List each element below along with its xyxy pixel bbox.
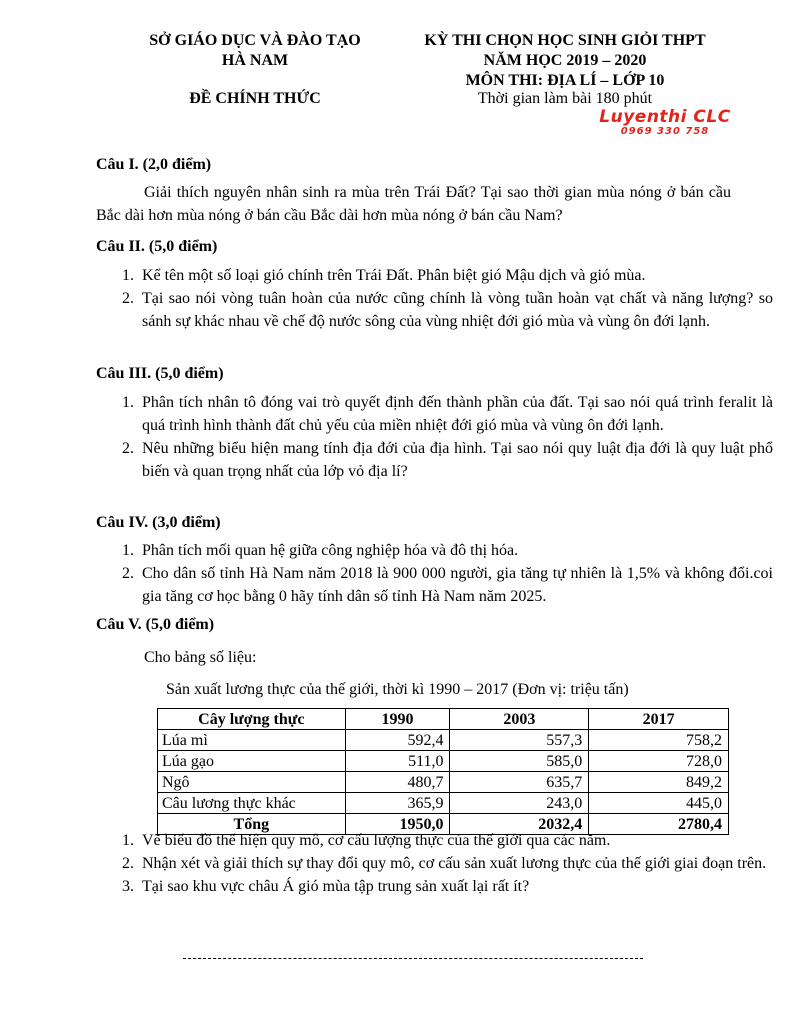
- value-2017: 849,2: [589, 772, 729, 793]
- question-1-text: Giải thích nguyên nhân sinh ra mùa trên Trái Đất? Tại sao thời gian mùa nóng ở bán cầu Bắc dài hơn mùa nóng ở bán cầu Bắc dài hơn mùa nóng ở bán cầu Nam?: [96, 184, 731, 224]
- header-crop: Cây lượng thực: [158, 709, 346, 730]
- crop-name: Lúa gạo: [158, 751, 346, 772]
- school-year: NĂM HỌC 2019 – 2020: [483, 52, 647, 69]
- value-1990: 365,9: [345, 793, 450, 814]
- time-limit: Thời gian làm bài 180 phút: [477, 90, 653, 107]
- question-3-list: [96, 391, 773, 483]
- table-row: [158, 793, 729, 814]
- end-separator: [183, 958, 643, 959]
- table-row: [158, 730, 729, 751]
- value-1990: 511,0: [345, 751, 450, 772]
- value-2017: 758,2: [589, 730, 729, 751]
- question-5-title: Câu V. (5,0 điểm): [96, 616, 215, 633]
- header-issuer: [110, 31, 400, 71]
- question-5-intro: Cho bảng số liệu:: [144, 649, 257, 666]
- issuer-province: HÀ NAM: [221, 52, 289, 69]
- question-5-list: [96, 829, 773, 898]
- watermark-logo: [590, 108, 740, 138]
- crop-name: Câu lương thực khác: [158, 793, 346, 814]
- question-2-list: [96, 264, 773, 333]
- question-4-list: [96, 539, 773, 608]
- value-2017: 445,0: [589, 793, 729, 814]
- watermark-phone: 0969 330 758: [620, 126, 710, 137]
- question-2-item-2: 2. Tại sao nói vòng tuân hoàn của nước cũng chính là vòng tuần hoàn vạt chất và năng lượng? so sánh sự khác nhau về chế độ nước sông của vùng nhiệt đới gió mùa và vùng ôn đới lạnh.: [138, 287, 773, 333]
- value-2003: 635,7: [450, 772, 589, 793]
- table-caption: Sản xuất lương thực của thế giới, thời kì 1990 – 2017 (Đơn vị: triệu tấn): [166, 681, 629, 698]
- value-1990: 592,4: [345, 730, 450, 751]
- total-1990: 1950,0: [345, 814, 450, 835]
- total-2017: 2780,4: [589, 814, 729, 835]
- question-4-item-2: 2. Cho dân số tỉnh Hà Nam năm 2018 là 900 000 người, gia tăng tự nhiên là 1,5% và không đổi.coi gia tăng cơ học bằng 0 hãy tính dân số tỉnh Hà Nam năm 2025.: [138, 562, 773, 608]
- value-2003: 585,0: [450, 751, 589, 772]
- question-3-item-1: 1. Phân tích nhân tô đóng vai trò quyết định đến thành phần của đất. Tại sao nói quá trình feralit là quá trình hình thành đất chủ yếu của miền nhiệt đới gió mùa và vùng ôn đới lạnh.: [138, 391, 773, 437]
- question-5-item-1: 1. Vẽ biểu đồ thể hiện quy mô, cơ cấu lượng thực của thế giới qua các năm.: [138, 829, 773, 852]
- total-label: Tổng: [158, 814, 346, 835]
- table-row: [158, 772, 729, 793]
- question-2-item-1: 1. Kể tên một số loại gió chính trên Trái Đất. Phân biệt gió Mậu dịch và gió mùa.: [138, 264, 773, 287]
- exam-name: KỲ THI CHỌN HỌC SINH GIỎI THPT: [424, 32, 706, 49]
- official-label: ĐỀ CHÍNH THỨC: [189, 90, 321, 107]
- subject: MÔN THI: ĐỊA LÍ – LỚP 10: [465, 72, 665, 89]
- question-3-title: Câu III. (5,0 điểm): [96, 365, 224, 382]
- table-row: [158, 751, 729, 772]
- value-1990: 480,7: [345, 772, 450, 793]
- header-1990: 1990: [345, 709, 450, 730]
- watermark-name: Luyenthi CLC: [599, 107, 731, 127]
- question-3-item-2: 2. Nêu những biểu hiện mang tính địa đới của địa hình. Tại sao nói quy luật địa đới là quy luật phổ biến và quan trọng nhất của lớp vỏ địa lí?: [138, 437, 773, 483]
- table-header-row: [158, 709, 729, 730]
- question-1-title: Câu I. (2,0 điểm): [96, 156, 212, 173]
- issuer-department: SỞ GIÁO DỤC VÀ ĐÀO TẠO: [149, 32, 361, 49]
- question-2-title: Câu II. (5,0 điểm): [96, 238, 218, 255]
- question-4-item-1: 1. Phân tích mối quan hệ giữa công nghiệp hóa và đô thị hóa.: [138, 539, 773, 562]
- production-table: [157, 708, 729, 835]
- total-2003: 2032,4: [450, 814, 589, 835]
- crop-name: Ngô: [158, 772, 346, 793]
- value-2017: 728,0: [589, 751, 729, 772]
- question-4-title: Câu IV. (3,0 điểm): [96, 514, 221, 531]
- header-2003: 2003: [450, 709, 589, 730]
- value-2003: 243,0: [450, 793, 589, 814]
- value-2003: 557,3: [450, 730, 589, 751]
- header-exam-info: [395, 31, 735, 91]
- question-5-item-2: 2. Nhận xét và giải thích sự thay đổi quy mô, cơ cấu sản xuất lương thực của thế giới giai đoạn trên.: [138, 852, 773, 875]
- question-5-item-3: 3. Tại sao khu vực châu Á gió mùa tập trung sản xuất lại rất ít?: [138, 875, 773, 898]
- header-2017: 2017: [589, 709, 729, 730]
- crop-name: Lúa mì: [158, 730, 346, 751]
